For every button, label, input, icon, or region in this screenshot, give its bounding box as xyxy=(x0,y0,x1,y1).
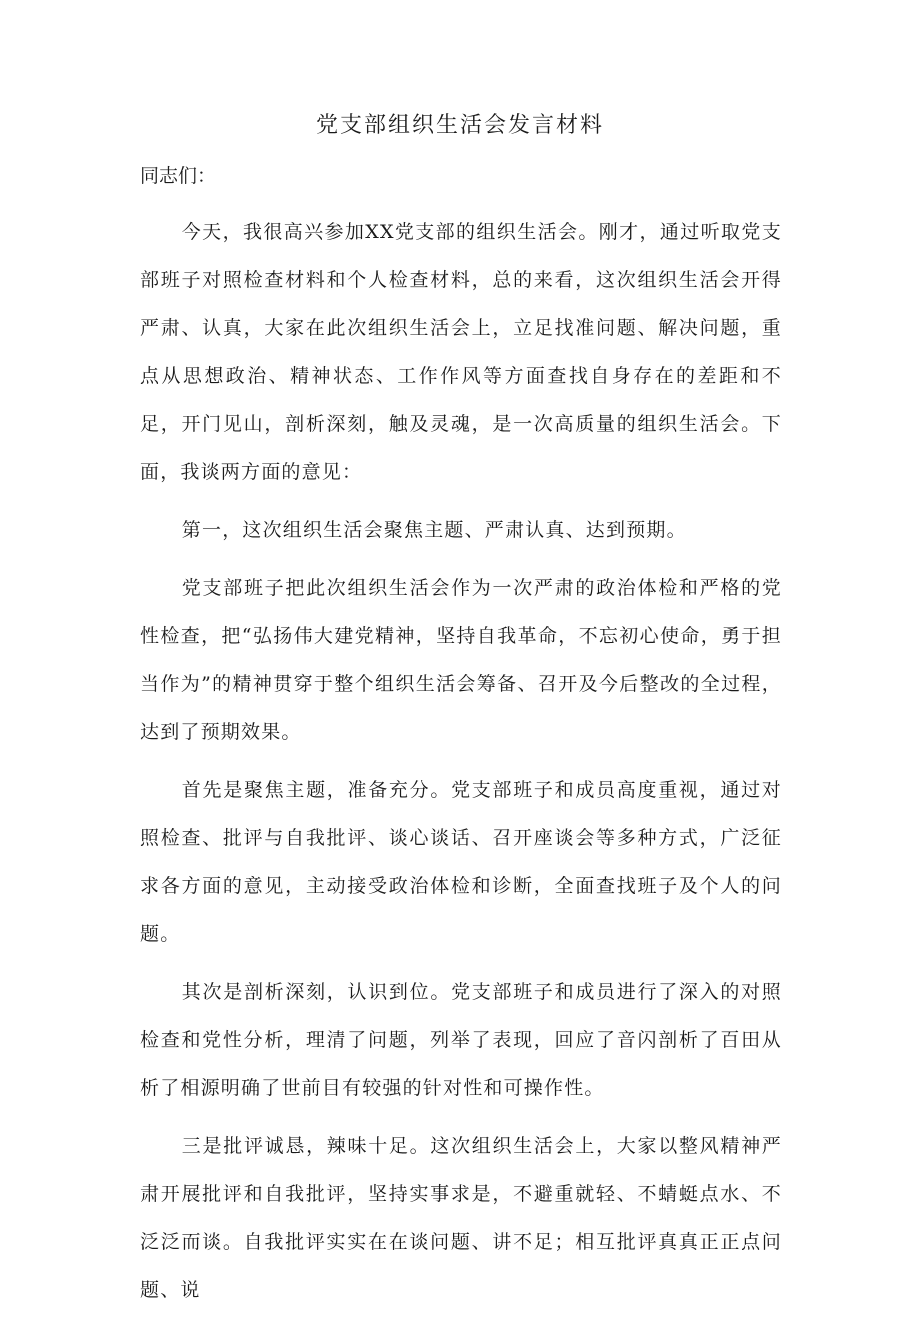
paragraph-first-point: 第一，这次组织生活会聚焦主题、严肃认真、达到预期。 xyxy=(181,519,687,541)
paragraph-focus-theme: 首先是聚焦主题，准备充分。党支部班子和成员高度重视，通过对照检查、批评与自我批评、谈心谈话、召开座谈会等多种方式，广泛征求各方面的意见，主动接受政治体检和诊断，全面查找班子及个人的问题。 xyxy=(140,779,782,945)
document-body xyxy=(140,158,782,1324)
paragraph-sincere-criticism: 三是批评诚恳，辣味十足。这次组织生活会上，大家以整风精神严肃开展批评和自我批评，坚持实事求是，不避重就轻、不蜻蜓点水、不泛泛而谈。自我批评实实在在谈问题、讲不足；相互批评真真正正点问题、说 xyxy=(140,1135,782,1301)
paragraph-political-checkup: 党支部班子把此次组织生活会作为一次严肃的政治体检和严格的党性检查，把“弘扬伟大建党精神，坚持自我革命，不忘初心使命，勇于担当作为”的精神贯穿于整个组织生活会筹备、召开及今后整改的全过程，达到了预期效果。 xyxy=(140,577,782,743)
paragraph-opening: 今天，我很高兴参加XX党支部的组织生活会。刚才，通过听取党支部班子对照检查材料和个人检查材料，总的来看，这次组织生活会开得严肃、认真，大家在此次组织生活会上，立足找准问题、解决问题，重点从思想政治、精神状态、工作作风等方面查找自身存在的差距和不足，开门见山，剖析深刻，触及灵魂，是一次高质量的组织生活会。下面，我谈两方面的意见： xyxy=(140,221,782,483)
document-title: 党支部组织生活会发言材料 xyxy=(315,113,604,138)
paragraph-deep-analysis: 其次是剖析深刻，认识到位。党支部班子和成员进行了深入的对照检查和党性分析，理清了问题，列举了表现，回应了音闪剖析了百田从析了相源明确了世前目有较强的针对性和可操作性。 xyxy=(140,981,782,1099)
salutation: 同志们： xyxy=(140,165,217,187)
